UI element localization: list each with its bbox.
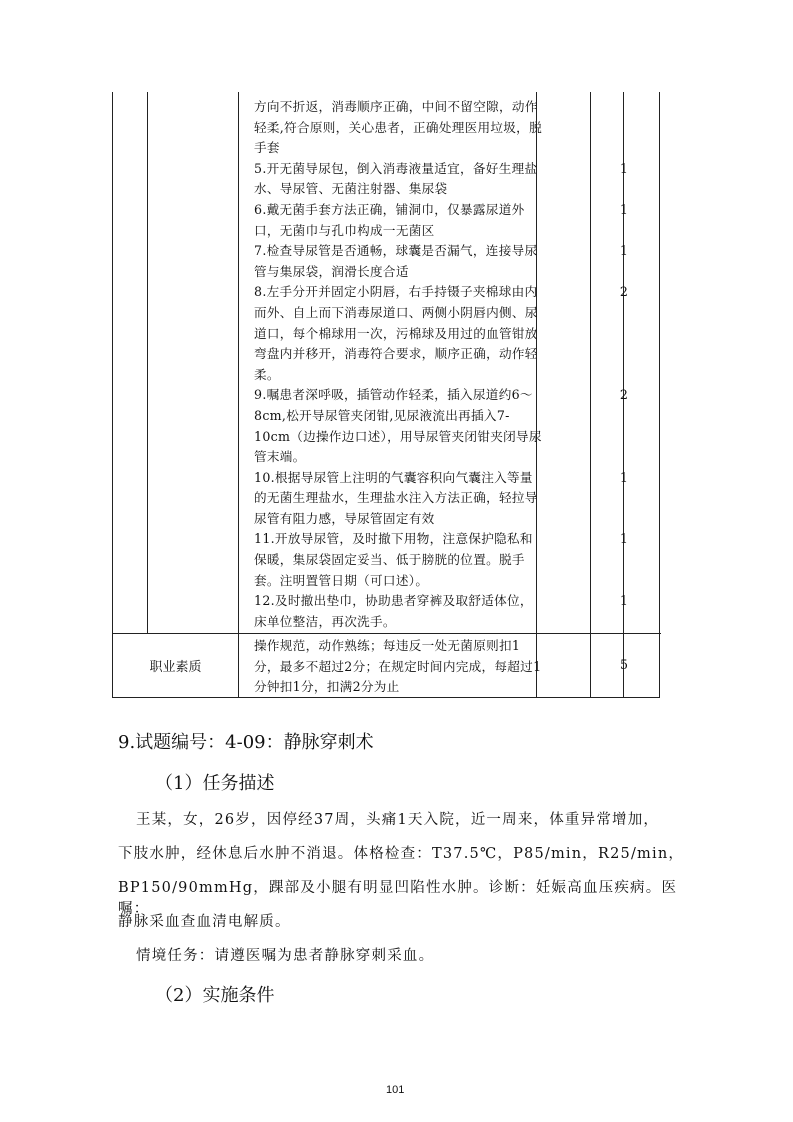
criteria-text: 方向不折返，消毒顺序正确，中间不留空隙，动作轻柔,符合原则，关心患者，正确处理医用垃圾，脱手套 [254,99,542,156]
criteria-text: 6.戴无菌手套方法正确，铺洞巾，仅暴露尿道外口，无菌巾与孔巾构成一无菌区 [254,201,525,238]
para-line: 王某，女，26岁，因停经37周，头痛1天入院，近一周来，体重异常增加， [136,812,660,828]
criteria-score: 1 [619,160,629,176]
criteria-text: 11.开放导尿管，及时撤下用物，注意保护隐私和保暖，集尿袋固定妥当、低于膀胱的位置。脱手套。注明置管日期（可口述）。 [254,531,533,588]
criteria-list [254,97,629,632]
criteria-score: 2 [619,387,629,403]
criteria-text: 7.检查导尿管是否通畅，球囊是否漏气，连接导尿管与集尿袋，润滑长度合适 [254,243,538,279]
para-line: BP150/90mmHg，踝部及小腿有明显凹陷性水肿。诊断：妊娠高血压疾病。医嘱： [118,880,678,917]
table-divider [238,92,239,698]
criteria-text: 8.左手分开并固定小阴唇，右手持镊子夹棉球由内而外、自上而下消毒尿道口、两侧小阴唇内侧、尿道口，每个棉球用一次，污棉球及用过的血管钳放弯盘内并移开，消毒符合要求，顺序正确，动作轻柔。 [254,284,538,382]
criteria-row [254,159,629,200]
criteria-score: 1 [619,531,629,547]
criteria-score: 1 [619,469,629,485]
quality-criteria: 操作规范，动作熟练；每违反一处无菌原则扣1分，最多不超过2分；在规定时间内完成，每超过1分钟扣1分，扣满2分为止 [254,638,542,695]
criteria-score: 1 [619,201,629,217]
criteria-row [254,529,629,591]
criteria-row [254,200,629,241]
para-line: 静脉采血查血清电解质。 [118,914,291,930]
criteria-score: 2 [619,284,629,300]
criteria-row [254,282,629,385]
criteria-score: 1 [619,593,629,609]
quality-label: 职业素质 [149,660,202,675]
criteria-row [254,385,629,467]
criteria-row [254,591,629,632]
criteria-row [254,241,629,282]
table-divider [147,92,148,633]
subheading-task: （1）任务描述 [155,773,275,794]
page-number: 101 [386,1084,405,1096]
para-line: 下肢水肿，经休息后水肿不消退。体格检查：T37.5℃，P85/min，R25/min， [118,846,685,862]
criteria-text: 5.开无菌导尿包，倒入消毒液量适宜，备好生理盐水、导尿管、无菌注射器、集尿袋 [254,160,538,197]
subheading-conditions: （2）实施条件 [155,985,275,1006]
criteria-score: 1 [619,243,629,259]
quality-score: 5 [619,657,628,672]
criteria-text: 10.根据导尿管上注明的气囊容积向气囊注入等量的无菌生理盐水，生理盐水注入方法正确，轻拉导尿管有阻力感，导尿管固定有效 [254,469,538,526]
scoring-table [112,92,660,698]
criteria-row [254,468,629,530]
scenario-task: 情境任务：请遵医嘱为患者静脉穿刺采血。 [136,948,435,964]
criteria-row [254,97,544,159]
criteria-text: 9.嘱患者深呼吸，插管动作轻柔，插入尿道约6～8cm,松开导尿管夹闭钳,见尿液流出再插入7-10cm（边操作边口述），用导尿管夹闭钳夹闭导尿管末端。 [254,387,542,465]
section-heading: 9.试题编号：4-09：静脉穿刺术 [118,732,374,753]
criteria-text: 12.及时撤出垫巾，协助患者穿裤及取舒适体位，床单位整洁，再次洗手。 [254,593,533,629]
